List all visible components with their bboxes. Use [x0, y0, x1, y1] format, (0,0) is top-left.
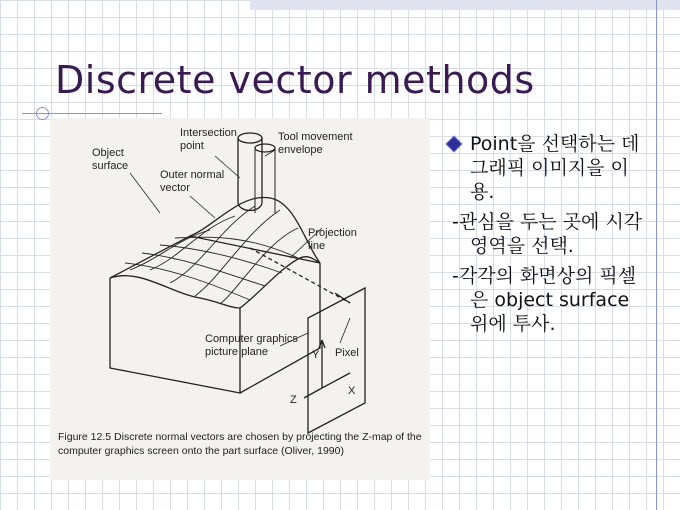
label-axis-y: Y — [312, 349, 320, 361]
label-pixel: Pixel — [335, 347, 359, 359]
label-picture-plane-1: Computer graphics — [205, 333, 298, 345]
tool-body — [238, 138, 262, 203]
title-rule-circle — [36, 107, 49, 120]
surface-right-edge — [240, 257, 320, 308]
label-outer-normal-2: vector — [160, 182, 190, 194]
bullet-main-text: Point을 선택하는 데 그래픽 이미지을 이용. — [470, 133, 640, 203]
label-intersection-2: point — [180, 140, 204, 152]
right-decor-line — [656, 0, 657, 510]
label-intersection-1: Intersection — [180, 127, 237, 139]
label-object-surface-2: surface — [92, 160, 129, 172]
label-tool-movement-2: envelope — [278, 144, 323, 156]
label-projection-2: line — [308, 240, 326, 252]
label-picture-plane-2: picture plane — [205, 346, 268, 358]
figure-image — [50, 118, 430, 480]
tool-top — [238, 133, 262, 143]
tool-envelope — [255, 148, 275, 213]
figure-caption-line-2: computer graphics screen onto the part surface (Oliver, 1990) — [58, 445, 344, 457]
label-object-surface-1: Object — [92, 147, 124, 159]
bullet-list — [446, 132, 652, 342]
dash-item: -각각의 화면상의 픽셀은 object surface 위에 투사. — [452, 265, 637, 335]
label-projection-1: Projection — [308, 227, 357, 239]
top-decor-band — [250, 0, 680, 10]
label-tool-movement-1: Tool movement — [278, 131, 353, 143]
label-axis-x: X — [348, 385, 356, 397]
bullet-item — [446, 132, 652, 204]
diamond-bullet-icon — [446, 136, 463, 153]
figure-caption-line-1: Figure 12.5 Discrete normal vectors are chosen by projecting the Z-map of the — [58, 431, 422, 443]
label-axis-z: Z — [290, 394, 297, 406]
label-outer-normal-1: Outer normal — [160, 169, 225, 181]
projection-line — [250, 248, 350, 303]
dash-item: -관심을 두는 곳에 시각영역을 선택. — [452, 211, 643, 257]
slide-title: Discrete vector methods — [55, 58, 535, 102]
